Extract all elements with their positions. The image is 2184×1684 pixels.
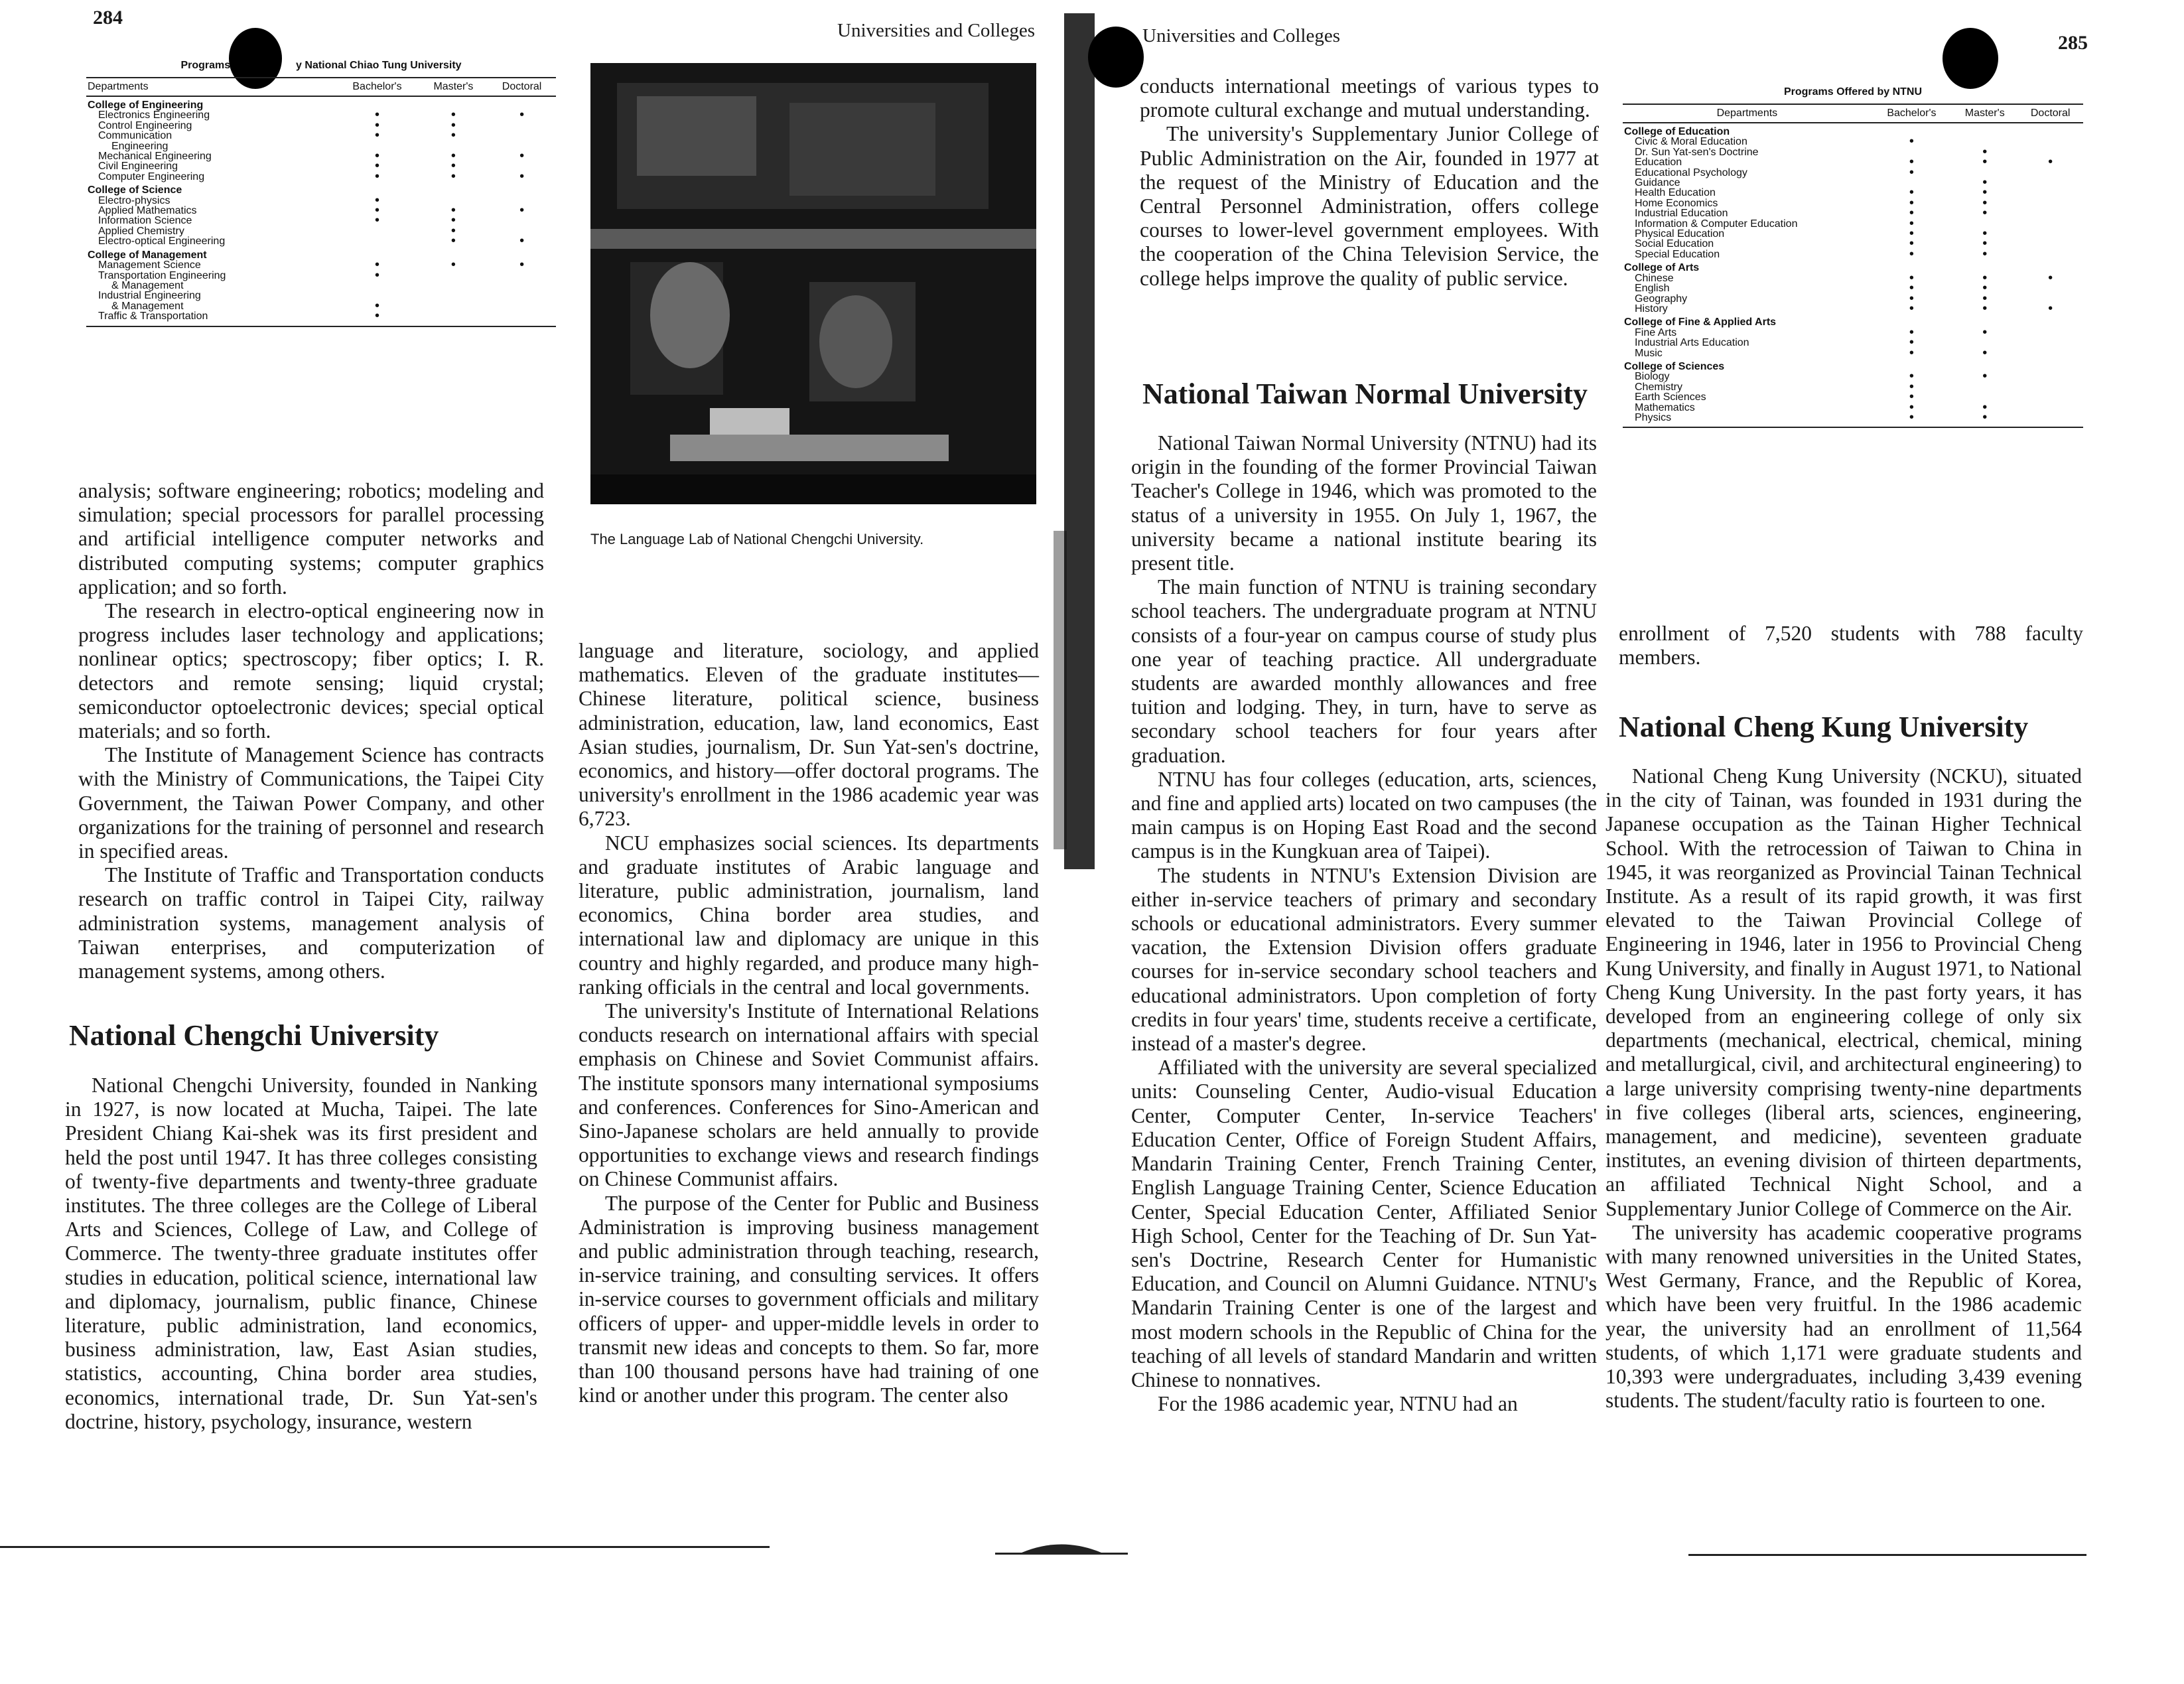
table-row: [1623, 249, 2083, 259]
bachelors-cell: •: [1909, 379, 1914, 394]
table-row: [86, 236, 556, 246]
dept-name-cell: College of Sciences: [1624, 360, 1725, 372]
dept-name-cell: Civil Engineering: [98, 161, 178, 173]
paragraph: The students in NTNU's Extension Division are either in-service teachers of primary and secondary schools or educational administrators. Every summer vacation, the Extension Division offers graduate courses for in-service secondary school teachers and educational administrators. Upon completion of forty credits in four years' time, students receive a certificate, instead of a master's degree.: [1131, 863, 1597, 1056]
bachelors-cell: •: [374, 257, 379, 273]
masters-cell: [419, 301, 488, 311]
doctoral-cell: [2017, 229, 2083, 239]
table-row: [86, 196, 556, 206]
doctoral-cell: [2017, 198, 2083, 208]
doctoral-cell: [488, 182, 556, 195]
bachelors-cell: •: [374, 149, 379, 164]
masters-cell: •: [1982, 155, 1988, 170]
doctoral-cell: [2017, 348, 2083, 358]
bachelors-cell: •: [1909, 301, 1914, 316]
doctoral-cell: •: [519, 203, 525, 218]
bachelors-cell: •: [374, 309, 379, 324]
table-row: [86, 291, 556, 301]
dept-name-cell: Control Engineering: [98, 119, 192, 131]
doctoral-cell: [2017, 137, 2083, 147]
dept-name-cell: Electro-physics: [98, 194, 171, 206]
masters-cell: •: [450, 117, 456, 133]
table-row: [86, 110, 556, 120]
masters-cell: •: [450, 149, 456, 164]
table-row: [86, 226, 556, 236]
table-row: [86, 301, 556, 311]
bachelors-cell: •: [1909, 270, 1914, 285]
paragraph: The research in electro-optical engineering now in progress includes laser technology and applications; nonlinear optics; spectroscopy; fiber optics; I. R. detectors and remote sensing; liquid crystal; semiconductor optoelectronic devices; special optical materials; and so forth.: [78, 599, 544, 743]
doctoral-cell: •: [2048, 270, 2053, 285]
doctoral-cell: [488, 291, 556, 301]
table-row: [1623, 259, 2083, 273]
book-gutter-shadow: [1054, 531, 1067, 849]
doctoral-cell: [2017, 358, 2083, 372]
dept-name-cell: History: [1635, 303, 1668, 315]
masters-cell: •: [1982, 324, 1988, 340]
heading-ntnu: National Taiwan Normal University: [1142, 378, 1588, 410]
dept-name-cell: Chinese: [1635, 272, 1674, 284]
table-row: [1623, 283, 2083, 293]
paragraph: language and literature, sociology, and applied mathematics. Eleven of the graduate institutes—Chinese literature, political science, business administration, education, law, land economics, East Asian studies, journalism, Dr. Sun Yat-sen's doctrine, economics, and history—offer doctoral programs. The university's enrollment in the 1986 academic year was 6,723.: [579, 639, 1039, 831]
ntnu-table-title: Programs Offered by NTNU: [1783, 86, 1923, 98]
table-row: [1623, 188, 2083, 198]
table-row: [1623, 392, 2083, 402]
dept-name-cell: College of Fine & Applied Arts: [1624, 316, 1777, 328]
dept-name-cell: College of Management: [88, 249, 207, 261]
paragraph: Affiliated with the university are several specialized units: Counseling Center, Audio-visual Education Center, Computer Center, In-service Teachers' Education Center, Office of Foreign Student Affairs, Mandarin Training Center, French Training Center, English Language Training Center, Science Education Center, Special Education Center, Affiliated Senior High School, Center for the Teaching of Dr. Sun Yat-sen's Doctrine, Research Center for Humanistic Education, and Council on Alumni Guidance. NTNU's Mandarin Training Center is one of the largest and most modern schools in the Republic of China for the teaching of all levels of standard Mandarin and written Chinese to nonnatives.: [1131, 1056, 1597, 1391]
masters-cell: •: [1982, 226, 1988, 242]
masters-cell: •: [1982, 236, 1988, 251]
bachelors-cell: •: [1909, 345, 1914, 360]
table-row: [1623, 147, 2083, 157]
col-header-doctoral: Doctoral: [2017, 104, 2083, 123]
table-row: [1623, 348, 2083, 358]
doctoral-cell: [2017, 338, 2083, 348]
dept-name-cell: Physics: [1635, 411, 1672, 423]
paragraph: analysis; software engineering; robotics; modeling and simulation; special processors for parallel processing and artificial intelligence computer networks and distributed computing systems; computer graphics application; and so forth.: [78, 479, 544, 598]
photo-illustration: [590, 63, 1036, 504]
dept-name-cell: Industrial Education: [1635, 208, 1728, 220]
masters-cell: •: [1982, 301, 1988, 316]
table-row: [86, 121, 556, 131]
dept-name-cell: Social Education: [1635, 238, 1714, 250]
bachelors-cell: •: [1909, 324, 1914, 340]
dept-name-cell: Geography: [1635, 293, 1688, 305]
doctoral-cell: [2017, 372, 2083, 382]
table-row: [86, 247, 556, 260]
doctoral-cell: [2017, 188, 2083, 198]
masters-cell: •: [450, 169, 456, 184]
dept-name-cell: Health Education: [1635, 187, 1716, 199]
table-row: [86, 206, 556, 216]
masters-cell: •: [1982, 281, 1988, 296]
dept-name-cell: Biology: [1635, 371, 1670, 383]
chiao-tung-table-title-right: y National Chiao Tung University: [296, 60, 462, 71]
table-row: [86, 182, 556, 195]
doctoral-cell: [2017, 314, 2083, 327]
dept-name-cell: Earth Sciences: [1635, 391, 1706, 403]
table-row: [1623, 382, 2083, 392]
table-row: [1623, 178, 2083, 188]
chiao-tung-table-body: [86, 96, 556, 322]
bachelors-cell: •: [374, 117, 379, 133]
dept-name-cell: College of Engineering: [88, 100, 204, 111]
table-row: [86, 260, 556, 270]
chiao-tung-table-title-left: Programs: [180, 60, 231, 71]
dept-name-cell: Chemistry: [1635, 381, 1683, 393]
masters-cell: [419, 311, 488, 321]
dept-name-cell: Applied Chemistry: [98, 225, 184, 237]
bachelors-cell: •: [374, 169, 379, 184]
table-row: [1623, 137, 2083, 147]
table-row: [86, 161, 556, 171]
masters-cell: [1952, 123, 2017, 137]
doctoral-cell: •: [2048, 155, 2053, 170]
dept-name-cell: Information & Computer Education: [1635, 218, 1798, 230]
dept-name-cell: Management Science: [98, 259, 201, 271]
photo-caption: The Language Lab of National Chengchi University.: [590, 531, 924, 547]
masters-cell: •: [1982, 345, 1988, 360]
doctoral-cell: [2017, 123, 2083, 137]
bachelors-cell: •: [374, 267, 379, 283]
bachelors-cell: •: [1909, 216, 1914, 231]
bachelors-cell: •: [374, 192, 379, 208]
paragraph: The Institute of Traffic and Transportation conducts research on traffic control in Taipei City, railway administration systems, management analysis of Taiwan enterprises, and computerization of management systems, among others.: [78, 863, 544, 983]
ntnu-table-body: [1623, 123, 2083, 423]
bachelors-cell: [335, 226, 419, 236]
dept-name-cell: College of Arts: [1624, 262, 1700, 274]
masters-cell: •: [450, 107, 456, 123]
table-row: [1623, 229, 2083, 239]
masters-cell: [419, 291, 488, 301]
chiao-tung-table-grid: [86, 77, 556, 322]
dept-name-cell: Industrial Arts Education: [1635, 337, 1749, 349]
table-row: [1623, 219, 2083, 229]
doctoral-cell: [2017, 328, 2083, 338]
col2-text: [579, 639, 1039, 1408]
dept-name-cell: Dr. Sun Yat-sen's Doctrine: [1635, 146, 1759, 158]
bachelors-cell: •: [1909, 335, 1914, 350]
binder-hole-right: [1943, 28, 1998, 89]
dept-name-cell: Guidance: [1635, 177, 1680, 189]
doctoral-cell: [488, 131, 556, 141]
bachelors-cell: •: [1909, 281, 1914, 296]
col-header-masters: Master's: [1952, 104, 2017, 123]
bachelors-cell: •: [1909, 206, 1914, 221]
ntnu-table-grid: [1623, 104, 2083, 423]
table-row: [1623, 273, 2083, 283]
left-running-head: Universities and Colleges: [837, 20, 1036, 41]
table-row: [1623, 304, 2083, 314]
col1-text-chengchi: [65, 1074, 537, 1434]
masters-cell: •: [1982, 206, 1988, 221]
col3-text-ntnu: [1131, 431, 1597, 1416]
doctoral-cell: [488, 121, 556, 131]
bachelors-cell: •: [1909, 246, 1914, 261]
dept-name-cell: Educational Psychology: [1635, 167, 1747, 178]
doctoral-cell: [2017, 219, 2083, 229]
table-row: [1623, 372, 2083, 382]
doctoral-cell: [2017, 392, 2083, 402]
table-bottom-rule: [1623, 427, 2083, 428]
bachelors-cell: •: [374, 107, 379, 123]
table-row: [86, 216, 556, 226]
dept-name-cell: & Management: [111, 300, 184, 312]
paragraph: enrollment of 7,520 students with 788 faculty members.: [1619, 622, 2083, 669]
bachelors-cell: [335, 236, 419, 246]
doctoral-cell: •: [519, 234, 525, 249]
masters-cell: •: [1982, 409, 1988, 425]
dept-name-cell: Communication: [98, 130, 172, 142]
bachelors-cell: •: [1909, 236, 1914, 251]
dept-name-cell: & Management: [111, 279, 184, 291]
paragraph: The Institute of Management Science has contracts with the Ministry of Communications, the Taipei City Government, the Taiwan Power Company, and other organizations for the training of personnel and research in specified areas.: [78, 743, 544, 863]
bachelors-cell: •: [1909, 134, 1914, 149]
dept-name-cell: Engineering: [111, 140, 169, 152]
bottom-ornament: [995, 1533, 1128, 1559]
bachelors-cell: •: [1909, 195, 1914, 210]
table-row: [1623, 198, 2083, 208]
doctoral-cell: •: [519, 149, 525, 164]
bottom-rule-right: [1688, 1554, 2086, 1556]
dept-name-cell: Special Education: [1635, 248, 1720, 260]
table-row: [1623, 338, 2083, 348]
doctoral-cell: [2017, 413, 2083, 423]
masters-cell: [419, 281, 488, 291]
table-bottom-rule: [86, 326, 556, 327]
bachelors-cell: •: [1909, 165, 1914, 180]
table-row: [86, 281, 556, 291]
table-row: [86, 141, 556, 151]
table-row: [86, 311, 556, 321]
masters-cell: •: [450, 159, 456, 174]
bachelors-cell: •: [1909, 155, 1914, 170]
dept-name-cell: Industrial Engineering: [98, 290, 201, 302]
dept-name-cell: Civic & Moral Education: [1635, 136, 1747, 148]
table-row: [1623, 157, 2083, 167]
masters-cell: •: [1982, 270, 1988, 285]
doctoral-cell: •: [519, 107, 525, 123]
masters-cell: •: [1982, 175, 1988, 190]
paragraph: The university's Supplementary Junior College of Public Administration on the Air, founded in 1977 at the request of the Ministry of Education and the Central Personnel Administration, offers college courses to lower-level government employees. With the cooperation of the China Television Service, the college helps improve the quality of public service.: [1140, 122, 1599, 290]
col-header-departments: Departments: [86, 78, 335, 96]
col4-text-top: [1619, 622, 2083, 669]
table-row: [1623, 123, 2083, 137]
table-row: [1623, 358, 2083, 372]
table-row: [86, 96, 556, 110]
doctoral-cell: [2017, 178, 2083, 188]
dept-name-cell: Computer Engineering: [98, 171, 205, 182]
bottom-rule-left: [0, 1546, 770, 1548]
doctoral-cell: [488, 281, 556, 291]
col4-text-ncku: [1605, 764, 2082, 1413]
paragraph: NTNU has four colleges (education, arts, sciences, and fine and applied arts) located on two campuses (the main campus is on Hoping East Road and the second campus is in the Kungkuan area of Taipei).: [1131, 767, 1597, 863]
doctoral-cell: •: [519, 257, 525, 273]
dept-name-cell: College of Education: [1624, 126, 1730, 137]
table-row: [86, 131, 556, 141]
dept-name-cell: Electronics Engineering: [98, 109, 210, 121]
dept-name-cell: Traffic & Transportation: [98, 311, 208, 322]
right-page-number: 285: [2058, 32, 2088, 54]
right-running-head: Universities and Colleges: [1142, 25, 1341, 46]
bachelors-cell: •: [374, 159, 379, 174]
bachelors-cell: •: [374, 213, 379, 228]
bachelors-cell: •: [1909, 185, 1914, 200]
dept-name-cell: Mechanical Engineering: [98, 151, 212, 163]
masters-cell: •: [1982, 399, 1988, 415]
col-header-bachelors: Bachelor's: [1872, 104, 1952, 123]
bachelors-cell: •: [1909, 226, 1914, 242]
doctoral-cell: [2017, 239, 2083, 249]
table-row: [86, 271, 556, 281]
masters-cell: •: [450, 257, 456, 273]
dept-name-cell: Transportation Engineering: [98, 269, 226, 281]
table-row: [1623, 168, 2083, 178]
bachelors-cell: •: [374, 298, 379, 313]
bachelors-cell: •: [1909, 291, 1914, 306]
table-row: [1623, 239, 2083, 249]
book-gutter: [1064, 13, 1095, 869]
paragraph: National Chengchi University, founded in Nanking in 1927, is now located at Mucha, Taipei. The late President Chiang Kai-shek was its first president and held the post until 1947. It has three colleges consisting of twenty-five departments and twenty-three graduate institutes. The three colleges are the College of Liberal Arts and Sciences, College of Law, and College of Commerce. The twenty-three graduate institutes offer studies in education, political science, international law and diplomacy, journalism, public finance, Chinese literature, public administration, land economics, business administration, law, East Asian studies, statistics, accounting, China border area studies, economics, international trade, Dr. Sun Yat-sen's doctrine, history, psychology, insurance, western: [65, 1074, 537, 1433]
paragraph: The university's Institute of International Relations conducts research on international affairs with special emphasis on Chinese and Soviet Communist affairs. The institute sponsors many international symposiums and conferences. Conferences for Sino-American and Sino-Japanese scholars are held annually to provide opportunities to exchange views and research findings on Chinese Communist affairs.: [579, 999, 1039, 1191]
bachelors-cell: •: [1909, 369, 1914, 384]
dept-name-cell: Mathematics: [1635, 401, 1695, 413]
masters-cell: •: [1982, 369, 1988, 384]
col-header-doctoral: Doctoral: [488, 78, 556, 96]
dept-name-cell: Education: [1635, 157, 1682, 169]
col3-text-top: [1140, 74, 1599, 291]
dept-name-cell: Fine Arts: [1635, 326, 1677, 338]
table-row: [1623, 294, 2083, 304]
masters-cell: •: [450, 213, 456, 228]
table-row: [86, 172, 556, 182]
dept-name-cell: English: [1635, 283, 1670, 295]
dept-name-cell: Applied Mathematics: [98, 205, 197, 217]
bachelors-cell: •: [1909, 399, 1914, 415]
bachelors-cell: •: [1909, 409, 1914, 425]
doctoral-cell: [2017, 249, 2083, 259]
paragraph: National Cheng Kung University (NCKU), situated in the city of Tainan, was founded in 1931 during the Japanese occupation as the Tainan Higher Technical School. With the retrocession of Taiwan to China in 1945, it was reorganized as Provincial Tainan Technical Institute. As a result of its rapid growth, it was first elevated to the Taiwan Provincial College of Engineering in 1946, later in 1956 to Provincial Cheng Kung University, and finally in August 1971, to National Cheng Kung University. In the past forty years, it has developed from an engineering college of only six departments (mechanical, electrical, chemical, mining and metallurgical, civil, and architectural engineering) to a large university comprising twenty-nine departments in five colleges (liberal arts, sciences, engineering, management, and medicine), seventeen graduate institutes, an evening division of thirteen departments, an affiliated Technical Night School, and a Supplementary Junior College of Commerce on the Air.: [1605, 764, 2082, 1220]
doctoral-cell: [488, 301, 556, 311]
masters-cell: •: [450, 203, 456, 218]
masters-cell: •: [1982, 291, 1988, 306]
dept-name-cell: Music: [1635, 347, 1663, 359]
ntnu-programs-table: [1623, 86, 2083, 428]
dept-name-cell: College of Science: [88, 184, 182, 196]
paragraph: For the 1986 academic year, NTNU had an: [1158, 1392, 1518, 1416]
paragraph: The university has academic cooperative programs with many renowned universities in the United States, West Germany, France, and the Republic of Korea, which have been very fruitful. In the 1986 academic year, the university had an enrollment of 11,564 students, of which 1,171 were graduate students and 10,393 were undergraduates, including 3,439 evening students. The student/faculty ratio is fourteen to one.: [1605, 1220, 2082, 1413]
masters-cell: •: [1982, 185, 1988, 200]
masters-cell: •: [450, 234, 456, 249]
paragraph: The purpose of the Center for Public and Business Administration is improving business management and public administration through teaching, research, in-service training, and consulting services. It offers in-service courses to government officials and military officers of upper- and upper-middle levels in order to transmit new ideas and concepts to them. So far, more than 100 thousand persons have had training of one kind or another under this program. The center also: [579, 1191, 1039, 1407]
doctoral-cell: [2017, 382, 2083, 392]
binder-hole-center: [1088, 27, 1144, 88]
dept-name-cell: Electro-optical Engineering: [98, 236, 226, 247]
col-header-masters: Master's: [419, 78, 488, 96]
paragraph: conducts international meetings of various types to promote cultural exchange and mutual understanding.: [1140, 74, 1599, 122]
masters-cell: •: [1982, 195, 1988, 210]
chiao-tung-programs-table: [86, 60, 556, 327]
masters-cell: •: [1982, 246, 1988, 261]
table-row: [1623, 403, 2083, 413]
table-row: [1623, 413, 2083, 423]
doctoral-cell: [2017, 208, 2083, 218]
left-page-number: 284: [93, 7, 123, 29]
doctoral-cell: [2017, 403, 2083, 413]
masters-cell: [1952, 382, 2017, 392]
col-header-bachelors: Bachelor's: [335, 78, 419, 96]
bachelors-cell: •: [374, 128, 379, 143]
doctoral-cell: [488, 311, 556, 321]
bachelors-cell: •: [1909, 389, 1914, 405]
masters-cell: [419, 182, 488, 195]
doctoral-cell: •: [2048, 301, 2053, 316]
paragraph: National Taiwan Normal University (NTNU) had its origin in the founding of the former Provincial Taiwan Teacher's College in 1946, which was promoted to the status of a university in 1955. On July 1, 1967, the university became a national institute bearing its present title.: [1131, 431, 1597, 575]
paragraph: NCU emphasizes social sciences. Its departments and graduate institutes of Arabic language and literature, public administration, journalism, land economics, China border area studies, and international law and diplomacy are unique in this country and highly regarded, and produce many high-ranking officials in the central and local governments.: [579, 831, 1039, 999]
heading-ncku: National Cheng Kung University: [1619, 711, 2029, 743]
dept-name-cell: Home Economics: [1635, 197, 1718, 209]
language-lab-photo: [590, 63, 1036, 504]
col1-text-top: [78, 479, 544, 983]
col-header-departments: Departments: [1623, 104, 1872, 123]
dept-name-cell: Information Science: [98, 215, 192, 227]
table-row: [1623, 314, 2083, 327]
doctoral-cell: •: [519, 169, 525, 184]
masters-cell: •: [450, 223, 456, 238]
table-row: [1623, 208, 2083, 218]
masters-cell: •: [1982, 144, 1988, 159]
paragraph: The main function of NTNU is training secondary school teachers. The undergraduate program at NTNU consists of a four-year on campus course of study plus one year of teaching practice. All undergraduate students are awarded monthly allowances and free tuition and lodging. They, in turn, have to serve as secondary school teachers for four years after graduation.: [1131, 575, 1597, 767]
table-row: [1623, 328, 2083, 338]
heading-chengchi: National Chengchi University: [69, 1019, 439, 1052]
table-row: [86, 151, 556, 161]
chiao-tung-table-title: [86, 60, 556, 72]
dept-name-cell: Physical Education: [1635, 228, 1725, 240]
bachelors-cell: •: [374, 203, 379, 218]
masters-cell: •: [450, 128, 456, 143]
